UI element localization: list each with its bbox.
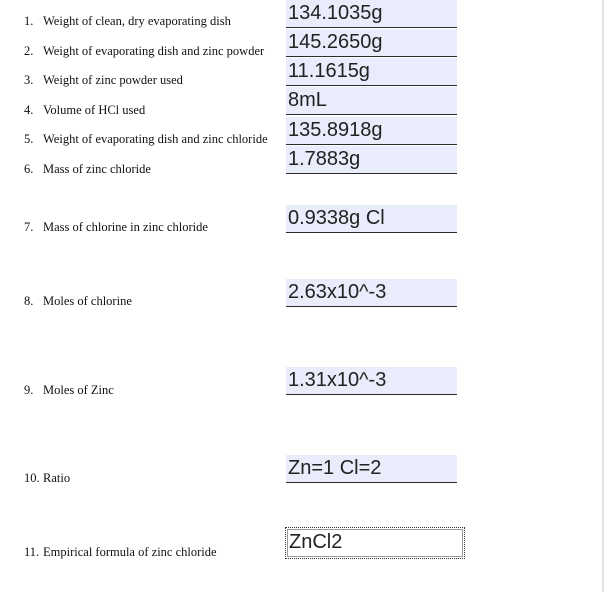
row-text-8: Moles of chlorine bbox=[43, 294, 132, 308]
row-text-1: Weight of clean, dry evaporating dish bbox=[43, 14, 231, 28]
row-number-8: 8. bbox=[24, 294, 34, 308]
row-number-9: 9. bbox=[24, 383, 34, 397]
dish-weight-field[interactable]: 134.1035g bbox=[286, 0, 457, 28]
row-text-7: Mass of chlorine in zinc chloride bbox=[43, 220, 208, 234]
row-label-3 bbox=[24, 73, 183, 87]
row-text-11: Empirical formula of zinc chloride bbox=[43, 545, 217, 559]
text-caret bbox=[287, 531, 288, 551]
row-text-6: Mass of zinc chloride bbox=[43, 162, 151, 176]
hcl-volume-field[interactable]: 8mL bbox=[286, 87, 457, 115]
row-number-11: 11. bbox=[24, 545, 40, 559]
row-number-7: 7. bbox=[24, 220, 34, 234]
row-text-3: Weight of zinc powder used bbox=[43, 73, 183, 87]
row-label-4 bbox=[24, 103, 145, 117]
row-label-10 bbox=[24, 471, 70, 485]
zinc-chloride-mass-field[interactable]: 1.7883g bbox=[286, 146, 457, 174]
dish-zinc-chloride-weight-field[interactable]: 135.8918g bbox=[286, 117, 457, 145]
row-label-1 bbox=[24, 14, 231, 28]
row-number-6: 6. bbox=[24, 162, 34, 176]
row-label-9 bbox=[24, 383, 114, 397]
row-number-1: 1. bbox=[24, 14, 34, 28]
row-text-4: Volume of HCl used bbox=[43, 103, 146, 117]
row-number-5: 5. bbox=[24, 132, 34, 146]
row-label-7 bbox=[24, 220, 208, 234]
dish-zinc-weight-field[interactable]: 145.2650g bbox=[286, 29, 457, 57]
row-number-10: 10. bbox=[24, 471, 40, 485]
row-label-2 bbox=[24, 44, 264, 58]
row-number-4: 4. bbox=[24, 103, 34, 117]
row-number-2: 2. bbox=[24, 44, 34, 58]
row-text-9: Moles of Zinc bbox=[43, 383, 114, 397]
row-text-2: Weight of evaporating dish and zinc powder bbox=[43, 44, 265, 58]
empirical-formula-value: ZnCl2 bbox=[289, 531, 343, 553]
row-text-10: Ratio bbox=[43, 471, 71, 485]
row-label-11 bbox=[24, 545, 217, 559]
row-label-5 bbox=[24, 132, 268, 146]
zinc-powder-weight-field[interactable]: 11.1615g bbox=[286, 58, 457, 86]
empirical-formula-field[interactable] bbox=[285, 527, 465, 559]
row-text-5: Weight of evaporating dish and zinc chloride bbox=[43, 132, 268, 146]
row-label-6 bbox=[24, 162, 151, 176]
ratio-field[interactable]: Zn=1 Cl=2 bbox=[286, 455, 457, 483]
chlorine-mass-field[interactable]: 0.9338g Cl bbox=[286, 205, 457, 233]
chlorine-moles-field[interactable]: 2.63x10^-3 bbox=[286, 279, 457, 307]
zinc-moles-field[interactable]: 1.31x10^-3 bbox=[286, 367, 457, 395]
row-number-3: 3. bbox=[24, 73, 34, 87]
row-label-8 bbox=[24, 294, 132, 308]
